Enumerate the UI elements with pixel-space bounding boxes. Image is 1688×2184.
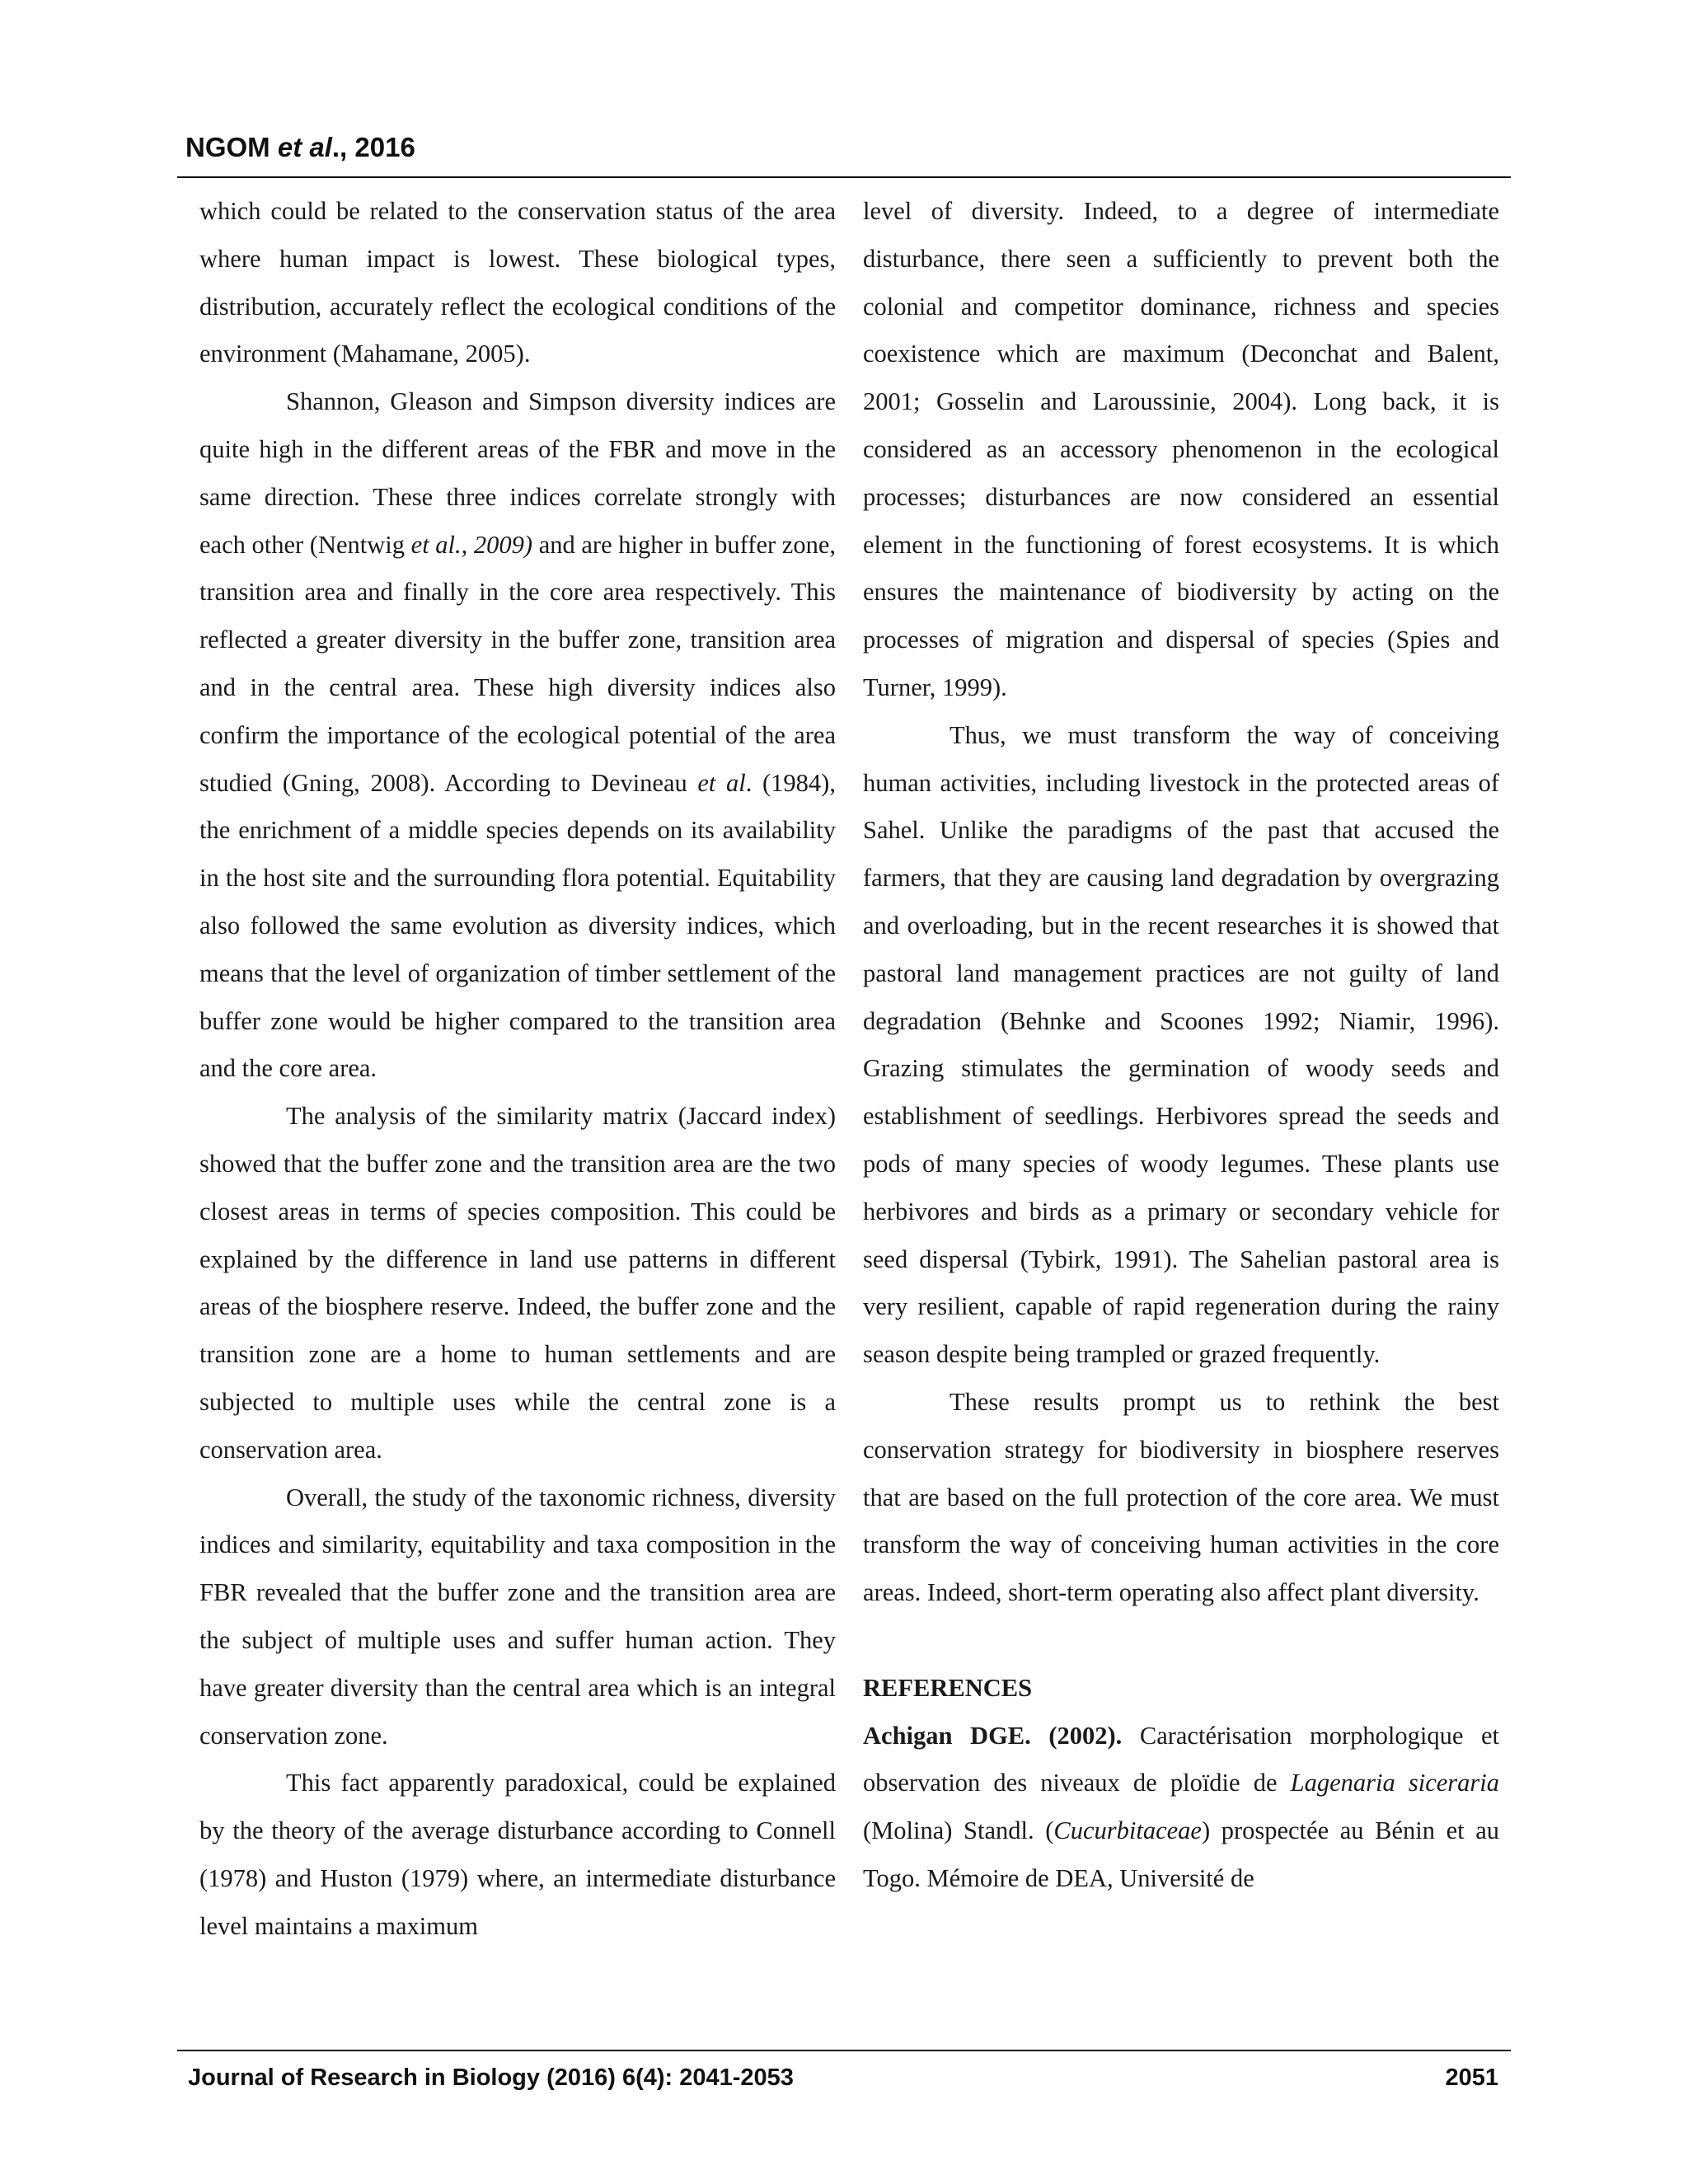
left-p2-text-e: . (1984), the enrichment of a middle species depends on its availability in the host site and the surrounding flora potential. Equitability also followed the same evolution as diversity indices, which means that the level of organization of timber settlement of the buffer zone would be higher compared to the transition area and the core area.: [199, 768, 836, 1083]
header-year: ., 2016: [331, 132, 415, 162]
section-spacer: [863, 1617, 1499, 1665]
footer-rule: [177, 2050, 1511, 2051]
reference-family-italic: Cucurbitaceae: [1053, 1816, 1202, 1845]
left-paragraph-5: This fact apparently paradoxical, could be explained by the theory of the average disturbance according to Connell (1978) and Huston (1979) where, an intermediate disturbance level maintains a maximum: [199, 1769, 836, 1940]
header-rule: [177, 176, 1511, 178]
left-paragraph-2: [199, 378, 836, 1093]
references-heading: REFERENCES: [863, 1673, 1033, 1702]
left-p2-text-a: Shannon, Gleason and Simpson diversity indices are quite high in the different areas of the FBR and move in the same direction. These three indices correlate strongly with each other (Nentwig: [199, 387, 836, 559]
reference-author-year: Achigan DGE. (2002).: [863, 1721, 1123, 1750]
reference-species-italic: Lagenaria siceraria: [1290, 1769, 1499, 1797]
left-p2-text-c: and are higher in buffer zone, transition area and finally in the core area respectively. This reflected a greater diversity in the buffer zone, transition area and in the central area. These high diversity indices also confirm the importance of the ecological potential of the area studied (Gning, 2008). According to Devineau: [199, 530, 836, 797]
footer-journal-citation: Journal of Research in Biology (2016) 6(4): 2041-2053: [188, 2064, 794, 2091]
left-paragraph-1: which could be related to the conservation status of the area where human impact is lowest. These biological types, distribution, accurately reflect the ecological conditions of the environment (Mahamane, 2005).: [199, 197, 836, 368]
left-p2-etal-italic: et al: [697, 768, 746, 797]
reference-text-a: Caractérisation morphologique et observation des niveaux de ploïdie de: [863, 1721, 1499, 1797]
reference-text-c: (Molina) Standl. (: [863, 1816, 1054, 1845]
left-paragraph-4: Overall, the study of the taxonomic richness, diversity indices and similarity, equitability and taxa composition in the FBR revealed that the buffer zone and the transition area are the subject of multiple uses and suffer human action. They have greater diversity than the central area which is an integral conservation zone.: [199, 1483, 836, 1750]
reference-text-e: ) prospectée au Bénin et au Togo. Mémoire de DEA, Université de: [863, 1816, 1499, 1892]
header-author: NGOM: [185, 132, 270, 162]
right-paragraph-3: These results prompt us to rethink the best conservation strategy for biodiversity in biosphere reserves that are based on the full protection of the core area. We must transform the way of conceiving human activities in the core areas. Indeed, short-term operating also affect plant diversity.: [863, 1387, 1499, 1607]
reference-entry: [863, 1713, 1499, 1903]
left-column: [199, 188, 836, 1950]
right-column: [863, 188, 1499, 1903]
left-p2-citation-italic: et al., 2009): [410, 530, 533, 559]
running-header: [185, 132, 415, 163]
footer-page-number: 2051: [1445, 2064, 1498, 2091]
right-paragraph-1: level of diversity. Indeed, to a degree of intermediate disturbance, there seen a sufficiently to prevent both the colonial and competitor dominance, richness and species coexistence which are maximum (Deconchat and Balent, 2001; Gosselin and Laroussinie, 2004). Long back, it is considered as an accessory phenomenon in the ecological processes; disturbances are now considered an essential element in the functioning of forest ecosystems. It is which ensures the maintenance of biodiversity by acting on the processes of migration and dispersal of species (Spies and Turner, 1999).: [863, 197, 1499, 701]
left-paragraph-3: The analysis of the similarity matrix (Jaccard index) showed that the buffer zone and the transition area are the two closest areas in terms of species composition. This could be explained by the difference in land use patterns in different areas of the biosphere reserve. Indeed, the buffer zone and the transition zone are a home to human settlements and are subjected to multiple uses while the central zone is a conservation area.: [199, 1102, 836, 1464]
right-paragraph-2: Thus, we must transform the way of conceiving human activities, including livestock in the protected areas of Sahel. Unlike the paradigms of the past that accused the farmers, that they are causing land degradation by overgrazing and overloading, but in the recent researches it is showed that pastoral land management practices are not guilty of land degradation (Behnke and Scoones 1992; Niamir, 1996). Grazing stimulates the germination of woody seeds and establishment of seedlings. Herbivores spread the seeds and pods of many species of woody legumes. These plants use herbivores and birds as a primary or secondary vehicle for seed dispersal (Tybirk, 1991). The Sahelian pastoral area is very resilient, capable of rapid regeneration during the rainy season despite being trampled or grazed frequently.: [863, 720, 1499, 1369]
header-etal: et al: [277, 132, 332, 162]
